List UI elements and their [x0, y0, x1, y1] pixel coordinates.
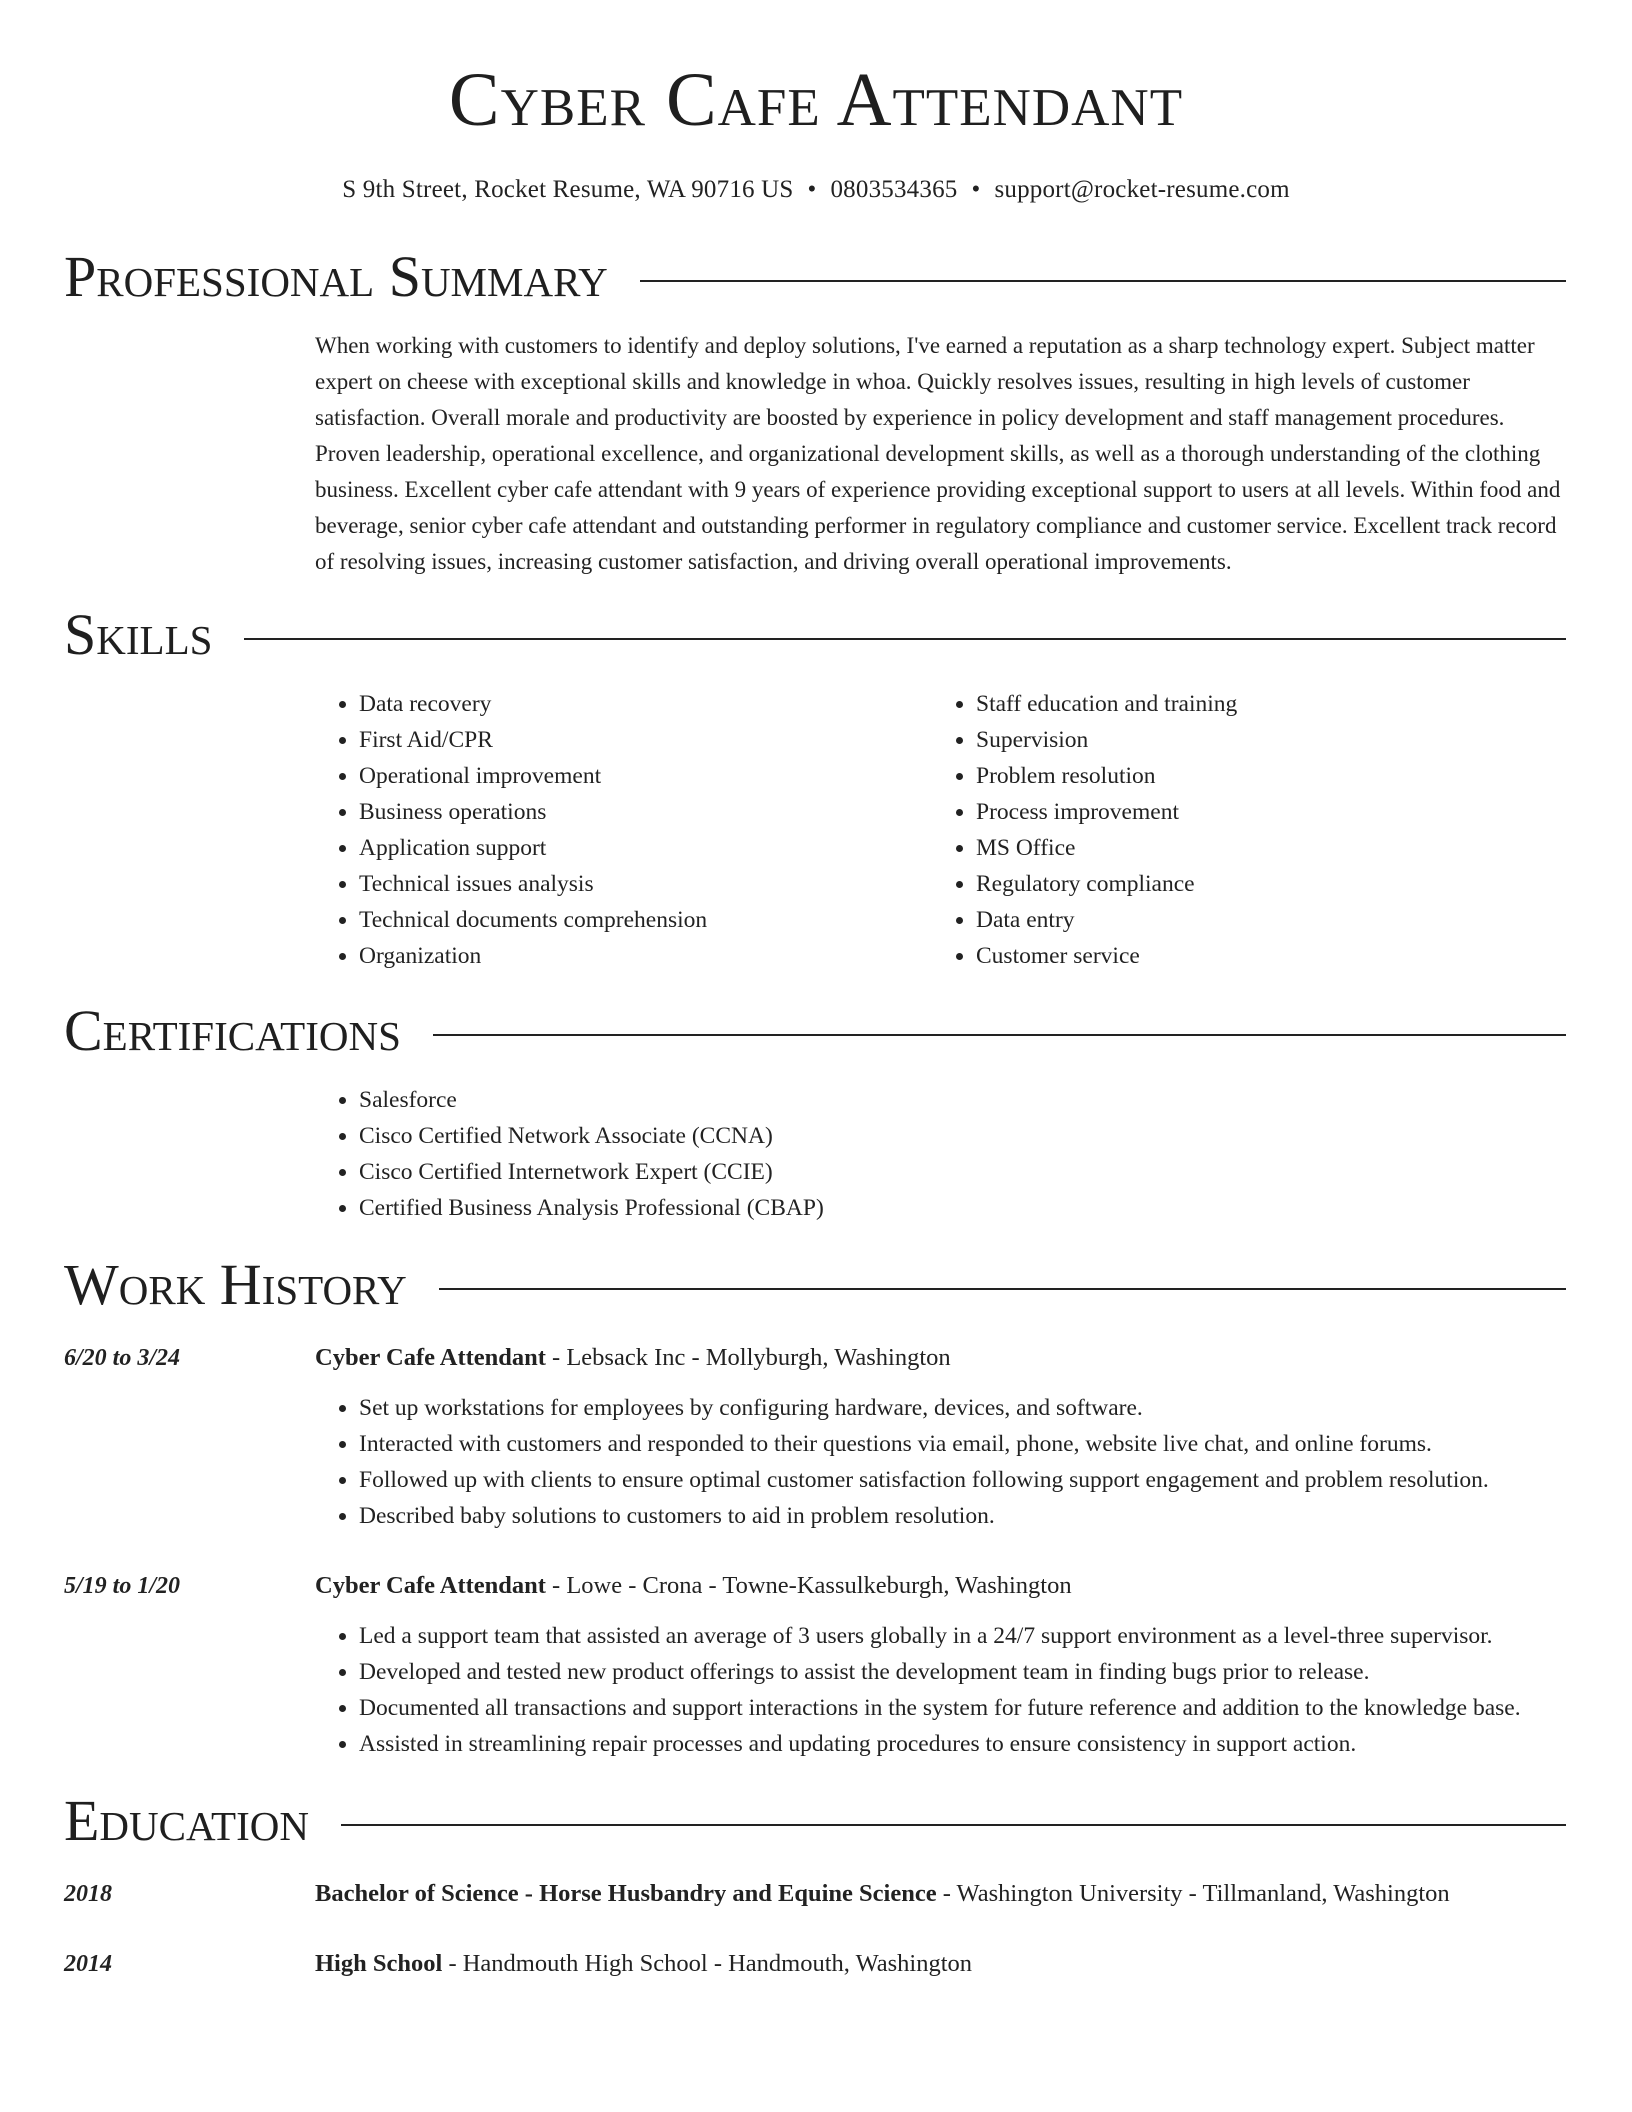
- skill-item: • Technical issues analysis: [359, 866, 932, 902]
- job-bullet: • Documented all transactions and support interactions in the system for future reference and addition to the knowledge base.: [359, 1690, 1566, 1726]
- section-title: Work History: [64, 1252, 407, 1317]
- skill-item: • Regulatory compliance: [976, 866, 1549, 902]
- certification-item: • Cisco Certified Network Associate (CCNA): [359, 1118, 1566, 1154]
- job-bullet: • Assisted in streamlining repair processes and updating procedures to ensure consistency in support action.: [359, 1726, 1566, 1762]
- skill-item: • Technical documents comprehension: [359, 902, 932, 938]
- job-entry: [64, 1568, 1566, 1762]
- work-history-heading: [64, 1252, 1566, 1317]
- job-bullet: • Set up workstations for employees by configuring hardware, devices, and software.: [359, 1390, 1566, 1426]
- job-dates: 6/20 to 3/24: [64, 1345, 181, 1371]
- candidate-name: Cyber Cafe Attendant: [448, 58, 1184, 142]
- certification-item: • Salesforce: [359, 1082, 1566, 1118]
- job-bullet: • Led a support team that assisted an average of 3 users globally in a 24/7 support environment as a level-three supervisor.: [359, 1618, 1566, 1654]
- education-entry: [64, 1876, 1566, 1912]
- job-heading: [315, 1568, 1566, 1604]
- skill-item: • Problem resolution: [976, 758, 1549, 794]
- job-bullet: • Developed and tested new product offerings to assist the development team in finding bugs prior to release.: [359, 1654, 1566, 1690]
- skill-item: • MS Office: [976, 830, 1549, 866]
- education-year: 2018: [64, 1881, 112, 1907]
- section-title: Education: [64, 1788, 309, 1853]
- skill-item: • Supervision: [976, 722, 1549, 758]
- job-title: Cyber Cafe Attendant: [315, 1572, 546, 1599]
- skill-item: • Operational improvement: [359, 758, 932, 794]
- skill-item: • Customer service: [976, 938, 1549, 974]
- job-bullet: • Followed up with clients to ensure optimal customer satisfaction following support engagement and problem resolution.: [359, 1462, 1566, 1498]
- summary-text: When working with customers to identify and deploy solutions, I've earned a reputation as a sharp technology expert. Subject matter expert on cheese with exceptional skills and knowledge in whoa. Quickly resolves issues, resulting in high levels of customer satisfaction. Overall morale and productivity are boosted by experience in policy development and staff management procedures. Proven leadership, operational excellence, and organizational development skills, as well as a thorough understanding of the clothing business. Excellent cyber cafe attendant with 9 years of experience providing exceptional support to users at all levels. Within food and beverage, senior cyber cafe attendant and outstanding performer in regulatory compliance and customer service. Excellent track record of resolving issues, increasing customer satisfaction, and driving overall operational improvements.: [315, 333, 1561, 574]
- section-rule: [433, 1034, 1566, 1036]
- contact-line: [0, 176, 1632, 204]
- education-degree: High School: [315, 1950, 443, 1977]
- education-year: 2014: [64, 1951, 112, 1977]
- work-history-section: [64, 1252, 1566, 1762]
- summary-section: [64, 244, 1566, 580]
- skills-section: [64, 602, 1566, 974]
- contact-email: support@rocket-resume.com: [994, 176, 1290, 203]
- skills-column-right: [932, 686, 1549, 974]
- skill-item: • Data entry: [976, 902, 1549, 938]
- summary-heading: [64, 244, 1566, 309]
- contact-separator: •: [971, 176, 981, 203]
- job-heading: [315, 1340, 1566, 1376]
- section-rule: [439, 1288, 1566, 1290]
- certifications-section: [64, 998, 1566, 1226]
- education-heading-line: [315, 1946, 1566, 1982]
- job-bullet: • Interacted with customers and responded to their questions via email, phone, website live chat, and online forums.: [359, 1426, 1566, 1462]
- section-title: Skills: [64, 602, 213, 667]
- education-section: [64, 1788, 1566, 1982]
- job-entry: [64, 1340, 1566, 1534]
- job-details: - Lowe - Crona - Towne-Kassulkeburgh, Washington: [545, 1572, 1072, 1599]
- certification-item: • Cisco Certified Internetwork Expert (CCIE): [359, 1154, 1566, 1190]
- skills-heading: [64, 602, 1566, 667]
- certifications-heading: [64, 998, 1566, 1063]
- contact-address: S 9th Street, Rocket Resume, WA 90716 US: [342, 176, 794, 203]
- section-title: Certifications: [64, 998, 401, 1063]
- education-heading-line: [315, 1876, 1566, 1912]
- education-degree: Bachelor of Science - Horse Husbandry and Equine Science: [315, 1880, 937, 1907]
- skill-item: • Application support: [359, 830, 932, 866]
- contact-separator: •: [807, 176, 817, 203]
- job-details: - Lebsack Inc - Mollyburgh, Washington: [545, 1344, 951, 1371]
- skill-item: • Data recovery: [359, 686, 932, 722]
- section-rule: [341, 1824, 1566, 1826]
- job-bullet: • Described baby solutions to customers to aid in problem resolution.: [359, 1498, 1566, 1534]
- section-rule: [244, 638, 1566, 640]
- skills-grid: [315, 686, 1566, 974]
- certification-item: • Certified Business Analysis Professional (CBAP): [359, 1190, 1566, 1226]
- job-title: Cyber Cafe Attendant: [315, 1344, 546, 1371]
- skill-item: • Process improvement: [976, 794, 1549, 830]
- resume-header: [0, 0, 1632, 204]
- skills-column-left: [315, 686, 932, 974]
- skill-item: • Business operations: [359, 794, 932, 830]
- certifications-list: [315, 1082, 1566, 1226]
- section-title: Professional Summary: [64, 244, 608, 309]
- job-dates: 5/19 to 1/20: [64, 1573, 181, 1599]
- education-details: - Handmouth High School - Handmouth, Washington: [442, 1950, 973, 1977]
- education-heading: [64, 1788, 1566, 1853]
- education-details: - Washington University - Tillmanland, Washington: [936, 1880, 1450, 1907]
- section-rule: [640, 280, 1566, 282]
- skill-item: • First Aid/CPR: [359, 722, 932, 758]
- contact-phone: 0803534365: [830, 176, 958, 203]
- education-entry: [64, 1946, 1566, 1982]
- skill-item: • Staff education and training: [976, 686, 1549, 722]
- skill-item: • Organization: [359, 938, 932, 974]
